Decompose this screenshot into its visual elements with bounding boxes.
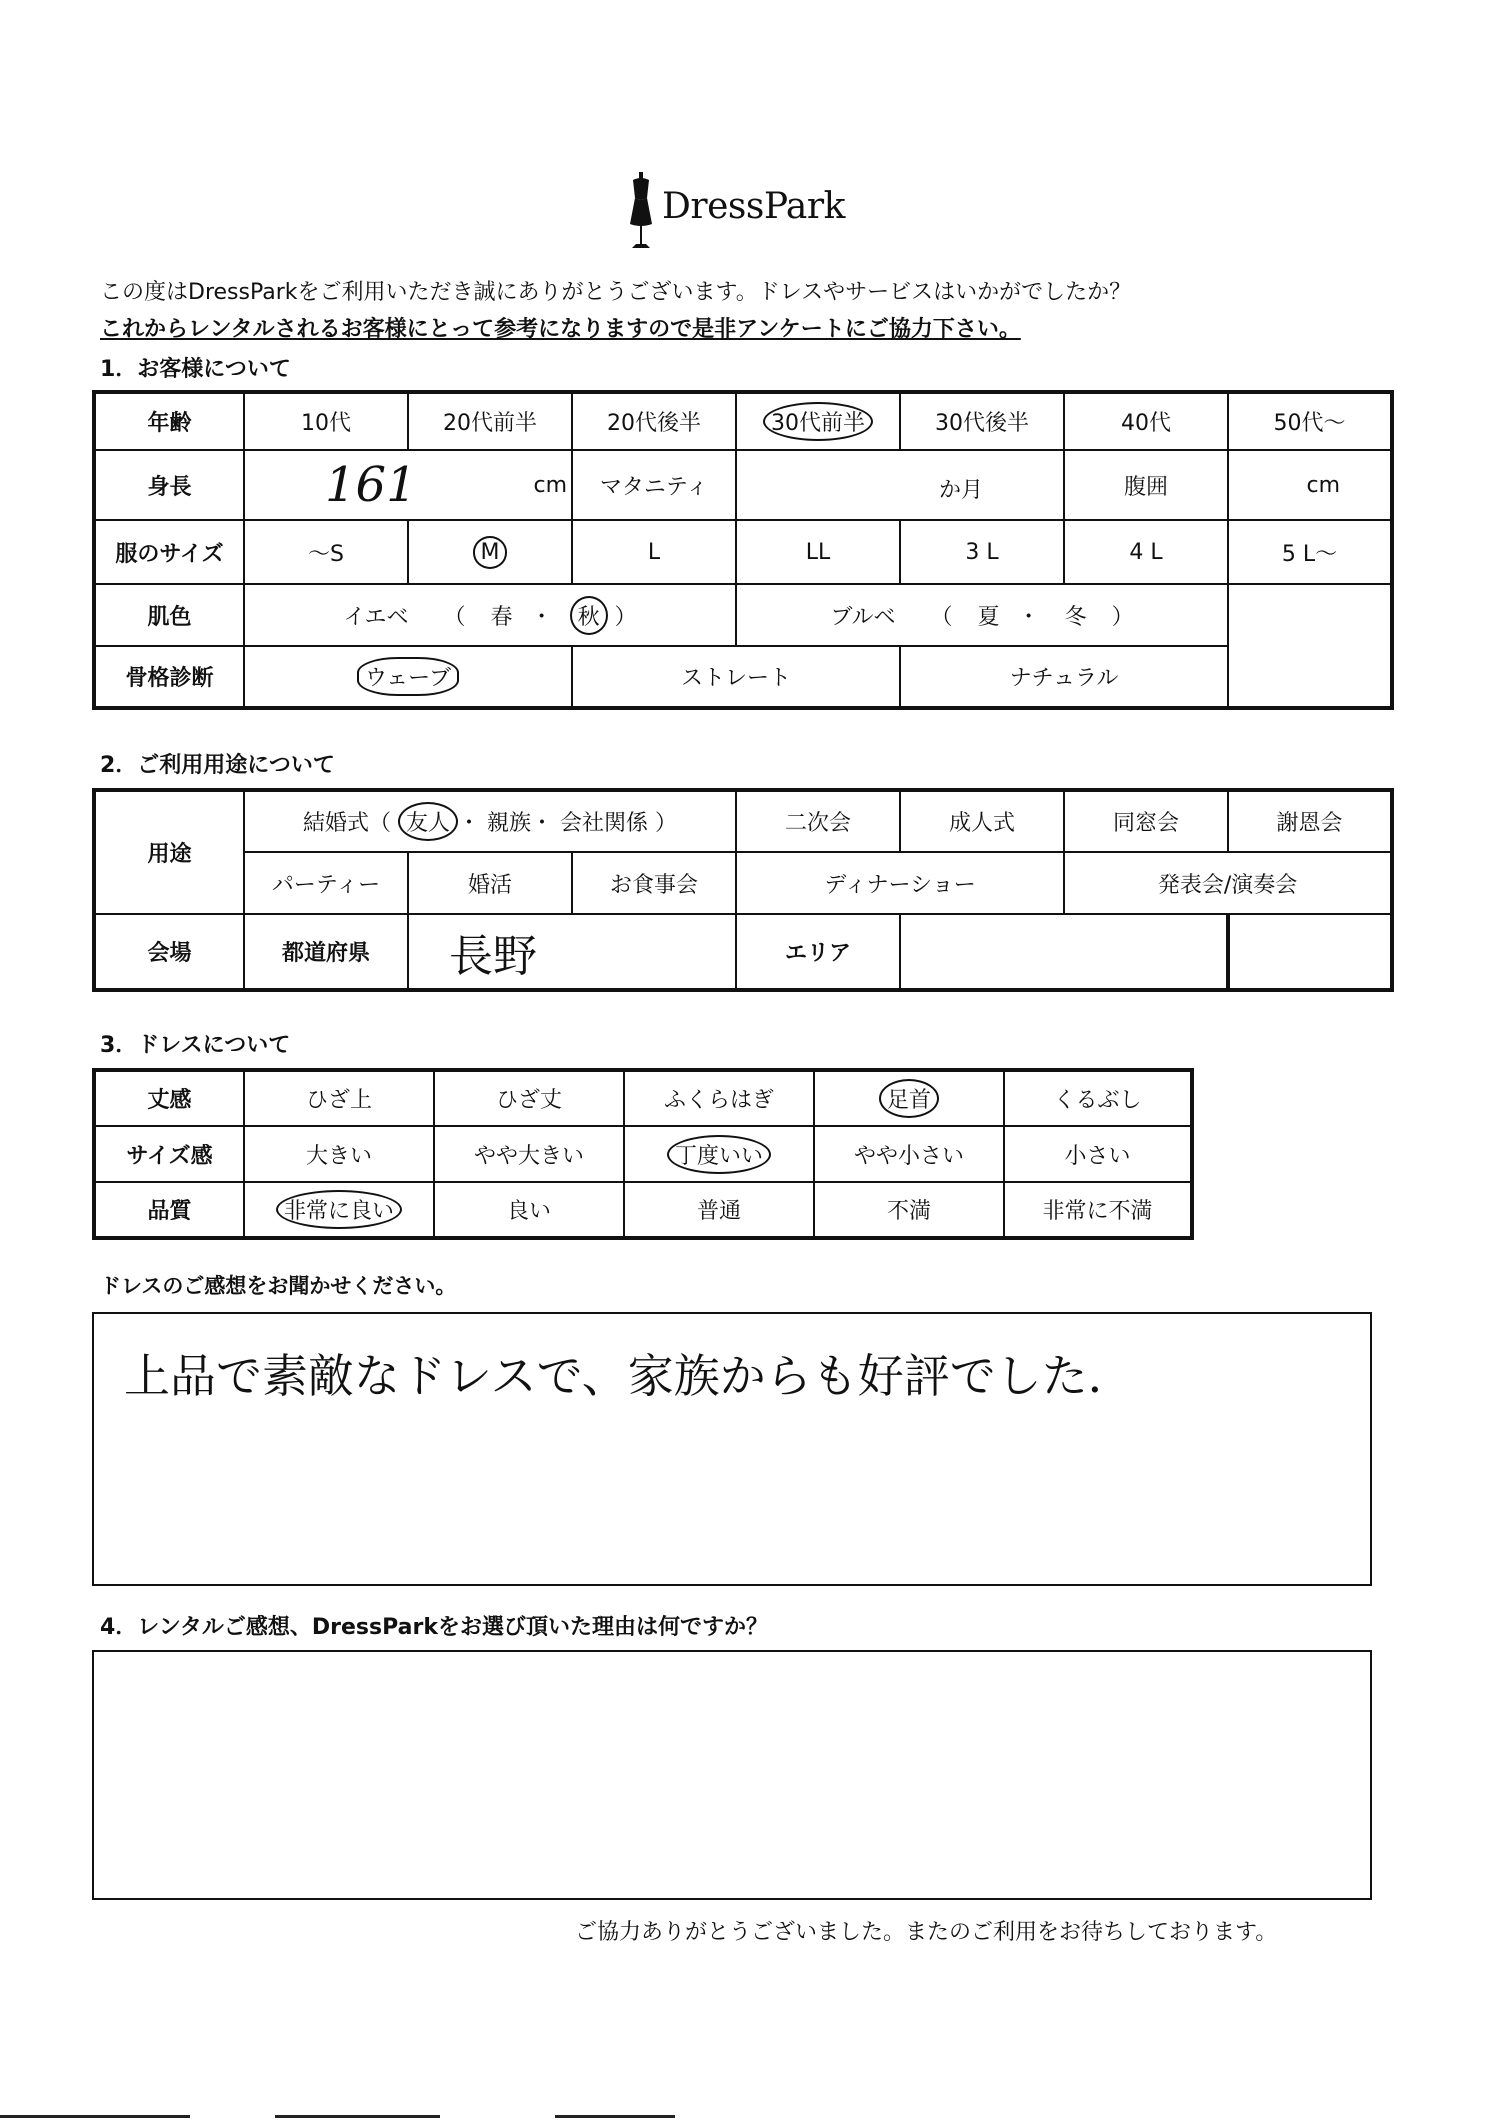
scan-artifact-line xyxy=(0,2115,190,2118)
prefecture-field[interactable] xyxy=(408,914,736,990)
blue-winter: 冬 xyxy=(1064,604,1087,630)
purpose-option[interactable]: 二次会 xyxy=(736,790,900,852)
fit-option[interactable]: 大きい xyxy=(244,1126,434,1182)
size-option[interactable]: 4 L xyxy=(1064,520,1228,584)
selected-mark: 秋 xyxy=(570,596,608,635)
venue-label: 会場 xyxy=(94,914,244,990)
length-option[interactable]: ふくらはぎ xyxy=(624,1070,814,1126)
section-3-title: 3．ドレスについて xyxy=(100,1033,291,1058)
length-label: 丈感 xyxy=(94,1070,244,1126)
impression-title: ドレスのご感想をお聞かせください。 xyxy=(100,1274,457,1298)
yellow-spring: 春 xyxy=(490,604,513,630)
quality-label: 品質 xyxy=(94,1182,244,1238)
usage-table xyxy=(92,788,1394,992)
month-unit: か月 xyxy=(938,478,983,503)
purpose-option[interactable]: 謝恩会 xyxy=(1228,790,1392,852)
age-option[interactable]: 20代前半 xyxy=(408,392,572,450)
brand-logo xyxy=(624,172,864,256)
size-option[interactable]: 3 L xyxy=(900,520,1064,584)
size-label: 服のサイズ xyxy=(94,520,244,584)
dress-table xyxy=(92,1068,1194,1240)
selected-mark: 丁度いい xyxy=(667,1135,771,1174)
scan-artifact-line xyxy=(275,2115,440,2118)
age-label: 年齢 xyxy=(94,392,244,450)
height-label: 身長 xyxy=(94,450,244,520)
dress-row xyxy=(94,1070,1192,1126)
intro-line-2: これからレンタルされるお客様にとって参考になりますので是非アンケートにご協力下さい。 xyxy=(100,317,1021,342)
purpose-option[interactable]: 同窓会 xyxy=(1064,790,1228,852)
dress-form-icon xyxy=(624,172,658,256)
wedding-relatives: 親族 xyxy=(487,811,532,836)
skin-label: 肌色 xyxy=(94,584,244,646)
quality-option[interactable]: 不満 xyxy=(814,1182,1004,1238)
dress-row xyxy=(94,1182,1192,1238)
height-value: 161 xyxy=(325,457,417,513)
closing-message: ご協力ありがとうございました。またのご利用をお待ちしております。 xyxy=(575,1920,1278,1945)
wedding-company: 会社関係 xyxy=(560,811,649,836)
blue-base-label: ブルベ xyxy=(830,604,896,630)
size-option[interactable]: LL xyxy=(736,520,900,584)
fit-option[interactable]: 小さい xyxy=(1004,1126,1192,1182)
quality-option[interactable]: 良い xyxy=(434,1182,624,1238)
area-field[interactable] xyxy=(900,914,1228,990)
quality-option[interactable]: 非常に不満 xyxy=(1004,1182,1192,1238)
wedding-label: 結婚式 xyxy=(302,811,369,836)
length-option[interactable]: ひざ上 xyxy=(244,1070,434,1126)
maternity-label: マタニティ xyxy=(572,450,736,520)
prefecture-value: 長野 xyxy=(449,930,537,982)
selected-mark: 足首 xyxy=(879,1079,939,1118)
selected-mark: 非常に良い xyxy=(276,1190,402,1229)
scan-artifact-line xyxy=(555,2115,675,2118)
age-option[interactable]: 40代 xyxy=(1064,392,1228,450)
length-option[interactable]: ひざ丈 xyxy=(434,1070,624,1126)
age-option[interactable]: 20代後半 xyxy=(572,392,736,450)
waist-unit[interactable]: cm xyxy=(1228,450,1392,520)
height-field[interactable] xyxy=(244,450,572,520)
yellow-base-option[interactable]: イエベ （ 春 ・ 秋 ） xyxy=(244,584,736,646)
quality-option[interactable]: 普通 xyxy=(624,1182,814,1238)
length-option-selected[interactable] xyxy=(814,1070,1004,1126)
maternity-field[interactable] xyxy=(736,450,1064,520)
frame-option-selected[interactable] xyxy=(244,646,572,708)
frame-option[interactable]: ストレート xyxy=(572,646,900,708)
purpose-option[interactable]: 婚活 xyxy=(408,852,572,914)
yellow-base-label: イエベ xyxy=(343,604,409,630)
intro-line-1: この度はDressParkをご利用いただき誠にありがとうございます。ドレスやサービスはいかがでしたか？ xyxy=(100,280,1132,305)
purpose-option[interactable]: 成人式 xyxy=(900,790,1064,852)
age-option[interactable]: 10代 xyxy=(244,392,408,450)
size-option[interactable]: 5 L～ xyxy=(1228,520,1392,584)
selected-mark: M xyxy=(473,536,508,569)
age-option-selected[interactable] xyxy=(736,392,900,450)
fit-label: サイズ感 xyxy=(94,1126,244,1182)
fit-option[interactable]: やや大きい xyxy=(434,1126,624,1182)
dress-row xyxy=(94,1126,1192,1182)
selected-mark: 友人 xyxy=(398,802,458,841)
selected-mark: ウェーブ xyxy=(357,657,459,696)
skin-row xyxy=(94,584,1392,646)
frame-row xyxy=(94,646,1392,708)
wedding-option[interactable]: 結婚式（ 友人 ・ 親族・ 会社関係 ） xyxy=(244,790,736,852)
quality-option-selected[interactable] xyxy=(244,1182,434,1238)
section-2-title: 2．ご利用用途について xyxy=(100,753,335,778)
brand-name: DressPark xyxy=(662,186,845,227)
waist-label: 腹囲 xyxy=(1064,450,1228,520)
fit-option-selected[interactable] xyxy=(624,1126,814,1182)
height-row xyxy=(94,450,1392,520)
frame-option[interactable]: ナチュラル xyxy=(900,646,1228,708)
section-4-answer-box[interactable] xyxy=(92,1650,1372,1900)
age-row xyxy=(94,392,1392,450)
impression-answer-box[interactable] xyxy=(92,1312,1372,1586)
frame-label: 骨格診断 xyxy=(94,646,244,708)
size-option[interactable]: ～S xyxy=(244,520,408,584)
size-row xyxy=(94,520,1392,584)
length-option[interactable]: くるぶし xyxy=(1004,1070,1192,1126)
age-option[interactable]: 30代後半 xyxy=(900,392,1064,450)
area-label: エリア xyxy=(736,914,900,990)
size-option-selected[interactable] xyxy=(408,520,572,584)
prefecture-label: 都道府県 xyxy=(244,914,408,990)
purpose-label: 用途 xyxy=(94,790,244,914)
size-option[interactable]: L xyxy=(572,520,736,584)
blue-summer: 夏 xyxy=(977,604,1000,630)
purpose-option[interactable]: パーティー xyxy=(244,852,408,914)
section-1-title: 1．お客様について xyxy=(100,357,291,382)
impression-answer: 上品で素敵なドレスで、家族からも好評でした． xyxy=(124,1349,1134,1403)
purpose-option[interactable]: ディナーショー xyxy=(736,852,1064,914)
fit-option[interactable]: やや小さい xyxy=(814,1126,1004,1182)
blue-base-option[interactable]: ブルベ （ 夏 ・ 冬 ） xyxy=(736,584,1228,646)
age-option[interactable]: 50代～ xyxy=(1228,392,1392,450)
purpose-option[interactable]: 発表会/演奏会 xyxy=(1064,852,1392,914)
customer-table xyxy=(92,390,1394,710)
section-4-title: 4．レンタルご感想、DressParkをお選び頂いた理由は何ですか？ xyxy=(100,1615,768,1640)
purpose-option[interactable]: お食事会 xyxy=(572,852,736,914)
selected-mark: 30代前半 xyxy=(763,402,873,441)
height-unit: cm xyxy=(533,473,567,498)
